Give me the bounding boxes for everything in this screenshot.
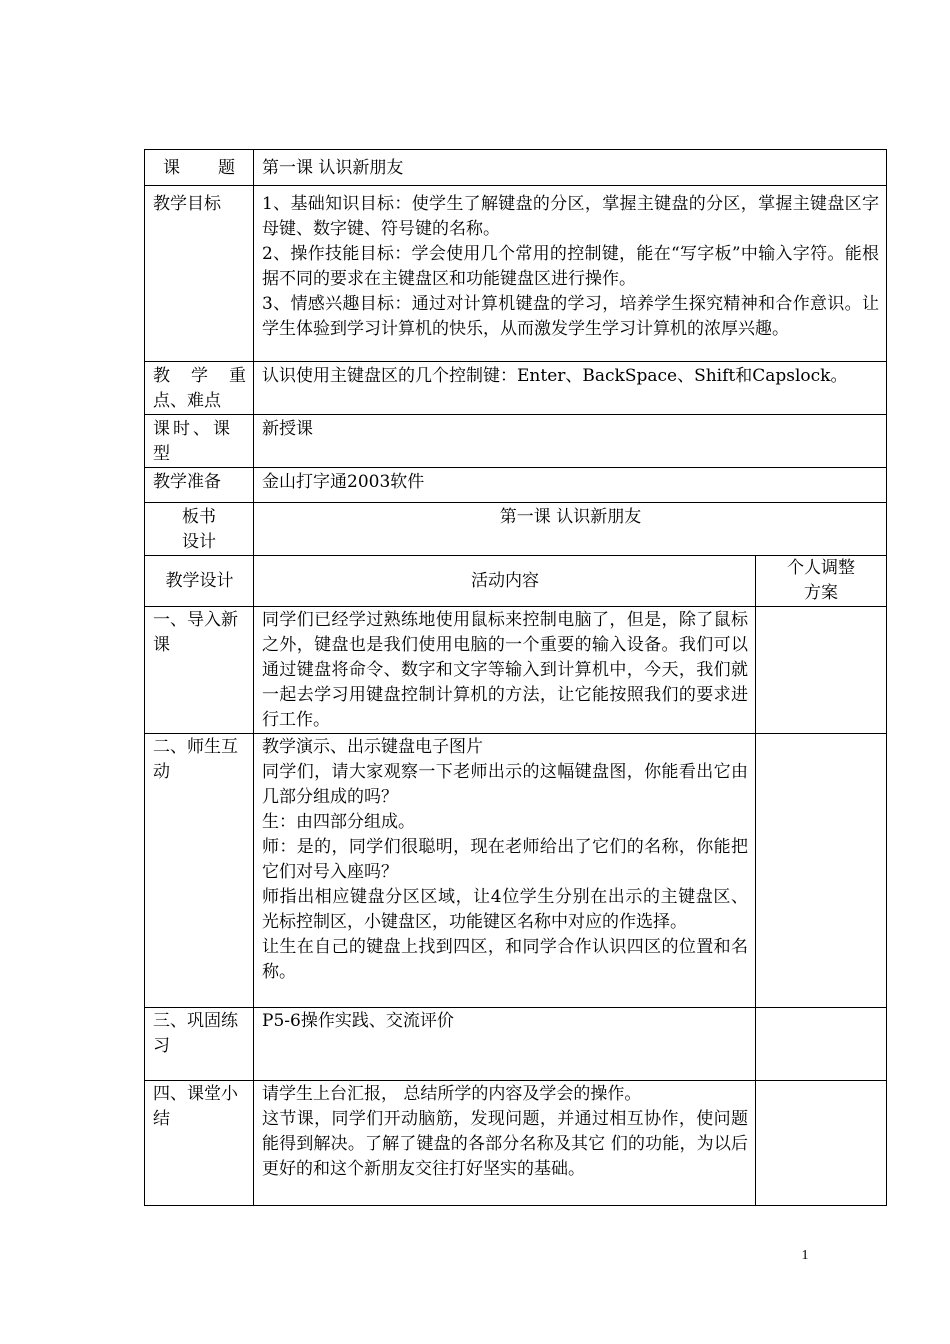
objectives-row — [145, 186, 887, 362]
stage-line: 同学们，请大家观察一下老师出示的这幅键盘图，你能看出它由几部分组成的吗？ — [262, 762, 748, 807]
key-points-value: 认识使用主键盘区的几个控制键：Enter、BackSpace、Shift和Capslock。 — [254, 362, 887, 415]
stage-content — [254, 1008, 756, 1081]
objective-line: 1、基础知识目标：使学生了解键盘的分区，掌握主键盘的分区，掌握主键盘区字母键、数字键、符号键的名称。 — [262, 194, 879, 239]
stage-adjust — [756, 734, 887, 1008]
stage-line: 生：由四部分组成。 — [262, 812, 415, 832]
board-row — [145, 503, 887, 556]
page-number: 1 — [801, 1248, 809, 1263]
objectives-label: 教学目标 — [145, 186, 254, 362]
topic-label: 课 题 — [145, 150, 254, 186]
stage-adjust — [756, 607, 887, 734]
stage-line: 请学生上台汇报， 总结所学的内容及学会的操作。 — [262, 1084, 642, 1104]
stage-line: 师指出相应键盘分区区域，让4位学生分别在出示的主键盘区、光标控制区，小键盘区，功能键区名称中对应的作选择。 — [262, 887, 748, 932]
stage-label: 一、导入新课 — [145, 607, 254, 734]
design-header-stage: 教学设计 — [145, 556, 254, 607]
lesson-plan-table — [144, 149, 887, 1206]
lesson-type-value: 新授课 — [254, 415, 887, 468]
stage-row — [145, 607, 887, 734]
board-value: 第一课 认识新朋友 — [254, 503, 887, 556]
stage-row — [145, 1008, 887, 1081]
stage-label: 四、课堂小结 — [145, 1081, 254, 1206]
stage-line: 师：是的，同学们很聪明，现在老师给出了它们的名称，你能把它们对号入座吗？ — [262, 837, 748, 882]
stage-label: 三、巩固练习 — [145, 1008, 254, 1081]
objective-line: 3、情感兴趣目标：通过对计算机键盘的学习，培养学生探究精神和合作意识。让学生体验到学习计算机的快乐，从而激发学生学习计算机的浓厚兴趣。 — [262, 294, 879, 339]
preparation-label: 教学准备 — [145, 468, 254, 503]
stage-line: 让生在自己的键盘上找到四区，和同学合作认识四区的位置和名称。 — [262, 937, 748, 982]
stage-content — [254, 1081, 756, 1206]
topic-value: 第一课 认识新朋友 — [254, 150, 887, 186]
stage-line: 同学们已经学过熟练地使用鼠标来控制电脑了，但是，除了鼠标之外，键盘也是我们使用电脑的一个重要的输入设备。我们可以通过键盘将命令、数字和文字等输入到计算机中，今天，我们就一起去学习用键盘控制计算机的方法，让它能按照我们的要求进行工作。 — [262, 610, 748, 730]
key-points-label: 教 学 重 点、难点 — [145, 362, 254, 415]
stage-line: 教学演示、出示键盘电子图片 — [262, 737, 483, 757]
lesson-type-row — [145, 415, 887, 468]
stage-label: 二、师生互动 — [145, 734, 254, 1008]
stage-row — [145, 1081, 887, 1206]
stage-adjust — [756, 1008, 887, 1081]
objective-line: 2、操作技能目标：学会使用几个常用的控制键，能在“写字板”中输入字符。能根据不同的要求在主键盘区和功能键盘区进行操作。 — [262, 244, 879, 289]
key-points-row — [145, 362, 887, 415]
design-header-activity: 活动内容 — [254, 556, 756, 607]
topic-row — [145, 150, 887, 186]
stage-line: 这节课，同学们开动脑筋，发现问题，并通过相互协作，使问题能得到解决。了解了键盘的各部分名称及其它 们的功能，为以后更好的和这个新朋友交往打好坚实的基础。 — [262, 1109, 748, 1179]
preparation-row — [145, 468, 887, 503]
stage-adjust — [756, 1081, 887, 1206]
design-header-row — [145, 556, 887, 607]
stage-content — [254, 607, 756, 734]
design-header-adjust: 个人调整方案 — [756, 556, 887, 607]
lesson-type-label: 课时、课型 — [145, 415, 254, 468]
stage-line: P5-6操作实践、交流评价 — [262, 1011, 454, 1031]
stage-row — [145, 734, 887, 1008]
stage-content — [254, 734, 756, 1008]
objectives-content — [254, 186, 887, 362]
board-label: 板书设计 — [145, 503, 254, 556]
preparation-value: 金山打字通2003软件 — [254, 468, 887, 503]
